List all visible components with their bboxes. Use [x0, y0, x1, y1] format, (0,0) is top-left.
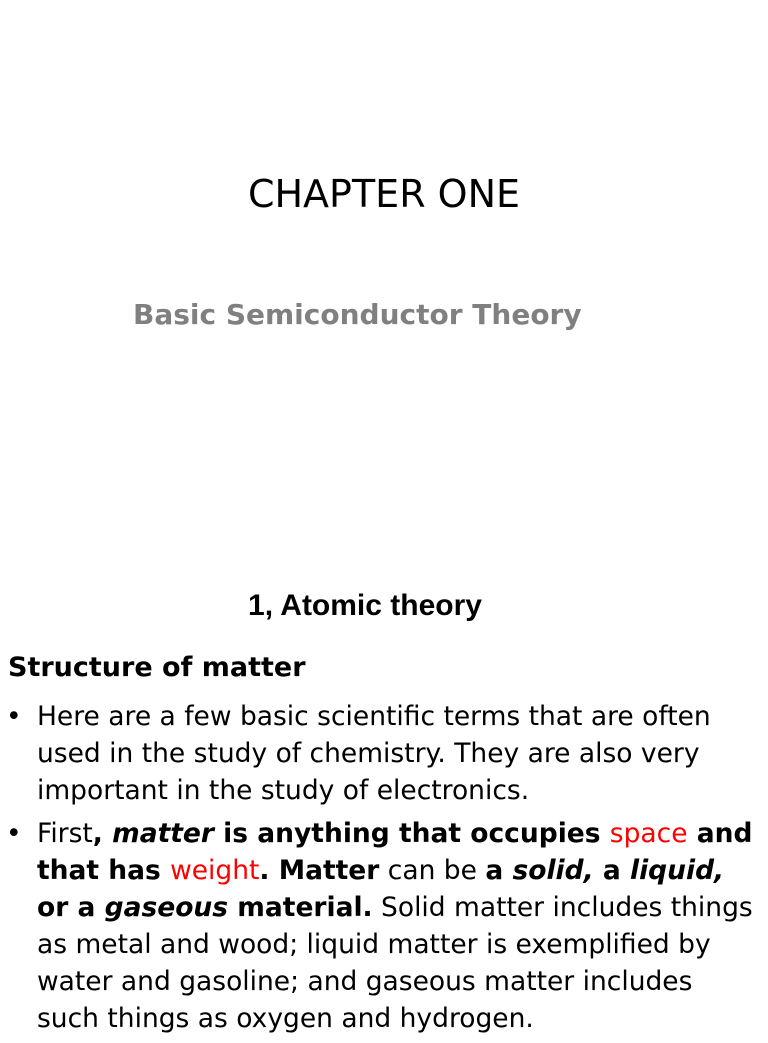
section-heading: Structure of matter: [8, 652, 306, 683]
term-weight: weight: [170, 855, 260, 886]
term-gaseous: gaseous: [104, 892, 229, 923]
term-space: space: [609, 818, 688, 849]
text-run: a: [485, 855, 513, 886]
bullet-text: Here are a few basic scientific terms that are often used in the study of chemistry. They are also very important in the study of electronics.: [37, 701, 711, 806]
chapter-title: CHAPTER ONE: [247, 172, 521, 216]
term-liquid: liquid,: [630, 855, 725, 886]
bullet-item: [0, 815, 760, 1037]
term-solid: solid,: [512, 855, 594, 886]
text-run: material.: [228, 892, 373, 923]
text-run: First: [37, 818, 93, 849]
text-run: a: [593, 855, 630, 886]
bullet-text: [37, 818, 753, 1034]
content-slide: [0, 576, 768, 1034]
text-run: can be: [379, 855, 486, 886]
bullet-icon: •: [6, 701, 22, 732]
text-run: ,: [92, 818, 113, 849]
chapter-subtitle: Basic Semiconductor Theory: [133, 298, 582, 331]
section-title: 1, Atomic theory: [248, 589, 482, 622]
text-run: Solid matter includes things as metal and wood; liquid matter is exemplified by water and gasoline; and gaseous matter includes such things as oxygen and hydrogen.: [37, 892, 753, 1034]
bullet-list: [0, 698, 760, 1043]
text-run: and that has: [37, 818, 753, 886]
term-matter: matter: [112, 818, 214, 849]
text-run: or a: [37, 892, 105, 923]
text-run: is anything that occupies: [213, 818, 610, 849]
text-run: .: [259, 855, 279, 886]
text-run: Matter: [278, 855, 380, 886]
bullet-icon: •: [6, 818, 22, 849]
bullet-item: [0, 698, 760, 809]
